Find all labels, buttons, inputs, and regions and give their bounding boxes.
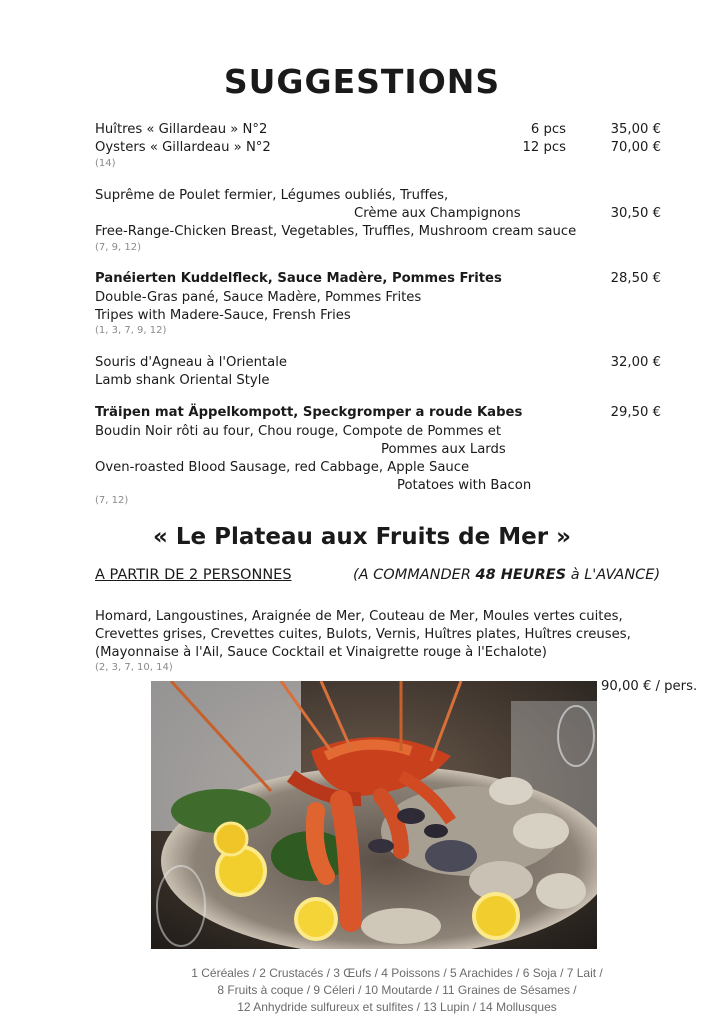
lamb-en: Lamb shank Oriental Style xyxy=(95,373,270,388)
tripes-title: Panéierten Kuddelfleck, Sauce Madère, Pommes Frites xyxy=(95,271,502,286)
tripes-fr: Double-Gras pané, Sauce Madère, Pommes Frites xyxy=(95,290,422,305)
plateau-desc-3: (Mayonnaise à l'Ail, Sauce Cocktail et Vinaigrette rouge à l'Echalote) xyxy=(95,645,547,660)
chicken-allergens: (7, 9, 12) xyxy=(95,242,141,253)
chicken-line2: Crème aux Champignons xyxy=(354,206,521,221)
plateau-min-persons: A PARTIR DE 2 PERSONNES xyxy=(95,567,292,583)
boudin-title: Träipen mat Äppelkompott, Speckgromper a roude Kabes xyxy=(95,405,523,420)
plateau-desc-1: Homard, Langoustines, Araignée de Mer, Couteau de Mer, Moules vertes cuites, xyxy=(95,609,623,624)
tripes-en: Tripes with Madere-Sauce, Frensh Fries xyxy=(95,308,351,323)
boudin-fr1: Boudin Noir rôti au four, Chou rouge, Compote de Pommes et xyxy=(95,424,502,439)
oysters-en-qty: 12 pcs xyxy=(522,140,566,155)
oysters-fr-price: 35,00 € xyxy=(610,122,661,137)
plateau-order-notice: (A COMMANDER 48 HEURES à L'AVANCE) xyxy=(353,567,661,583)
oysters-allergens: (14) xyxy=(95,158,116,169)
lamb-price: 32,00 € xyxy=(610,355,661,370)
boudin-en1: Oven-roasted Blood Sausage, red Cabbage, Apple Sauce xyxy=(95,460,470,475)
oysters-fr-qty: 6 pcs xyxy=(530,122,566,137)
boudin-price: 29,50 € xyxy=(610,405,661,420)
plateau-desc-2: Crevettes grises, Crevettes cuites, Bulots, Vernis, Huîtres plates, Huîtres creuses, xyxy=(95,627,631,642)
chicken-line1: Suprême de Poulet fermier, Légumes oubliés, Truffes, xyxy=(95,188,449,203)
chicken-en: Free-Range-Chicken Breast, Vegetables, Truffles, Mushroom cream sauce xyxy=(95,224,577,239)
boudin-en2: Potatoes with Bacon xyxy=(397,478,532,493)
plateau-title: « Le Plateau aux Fruits de Mer » xyxy=(153,524,571,550)
seafood-platter-image xyxy=(151,681,597,949)
allergen-legend-line-3: 12 Anhydride sulfureux et sulfites / 13 Lupin / 14 Mollusques xyxy=(237,1000,557,1014)
boudin-fr2: Pommes aux Lards xyxy=(381,442,506,457)
page-title: SUGGESTIONS xyxy=(223,62,501,101)
allergen-legend xyxy=(0,965,724,1016)
oysters-en-price: 70,00 € xyxy=(610,140,661,155)
plateau-price: 90,00 € / pers. xyxy=(601,679,698,694)
oysters-en: Oysters « Gillardeau » N°2 xyxy=(95,140,271,155)
allergen-legend-line-2: 8 Fruits à coque / 9 Céleri / 10 Moutarde / 11 Graines de Sésames / xyxy=(217,983,577,997)
boudin-allergens: (7, 12) xyxy=(95,495,129,506)
tripes-price: 28,50 € xyxy=(610,271,661,286)
chicken-price: 30,50 € xyxy=(610,206,661,221)
plateau-allergens: (2, 3, 7, 10, 14) xyxy=(95,662,173,673)
oysters-fr: Huîtres « Gillardeau » N°2 xyxy=(95,122,268,137)
tripes-allergens: (1, 3, 7, 9, 12) xyxy=(95,325,167,336)
lamb-fr: Souris d'Agneau à l'Orientale xyxy=(95,355,287,370)
allergen-legend-line-1: 1 Céréales / 2 Crustacés / 3 Œufs / 4 Poissons / 5 Arachides / 6 Soja / 7 Lait / xyxy=(191,966,603,980)
